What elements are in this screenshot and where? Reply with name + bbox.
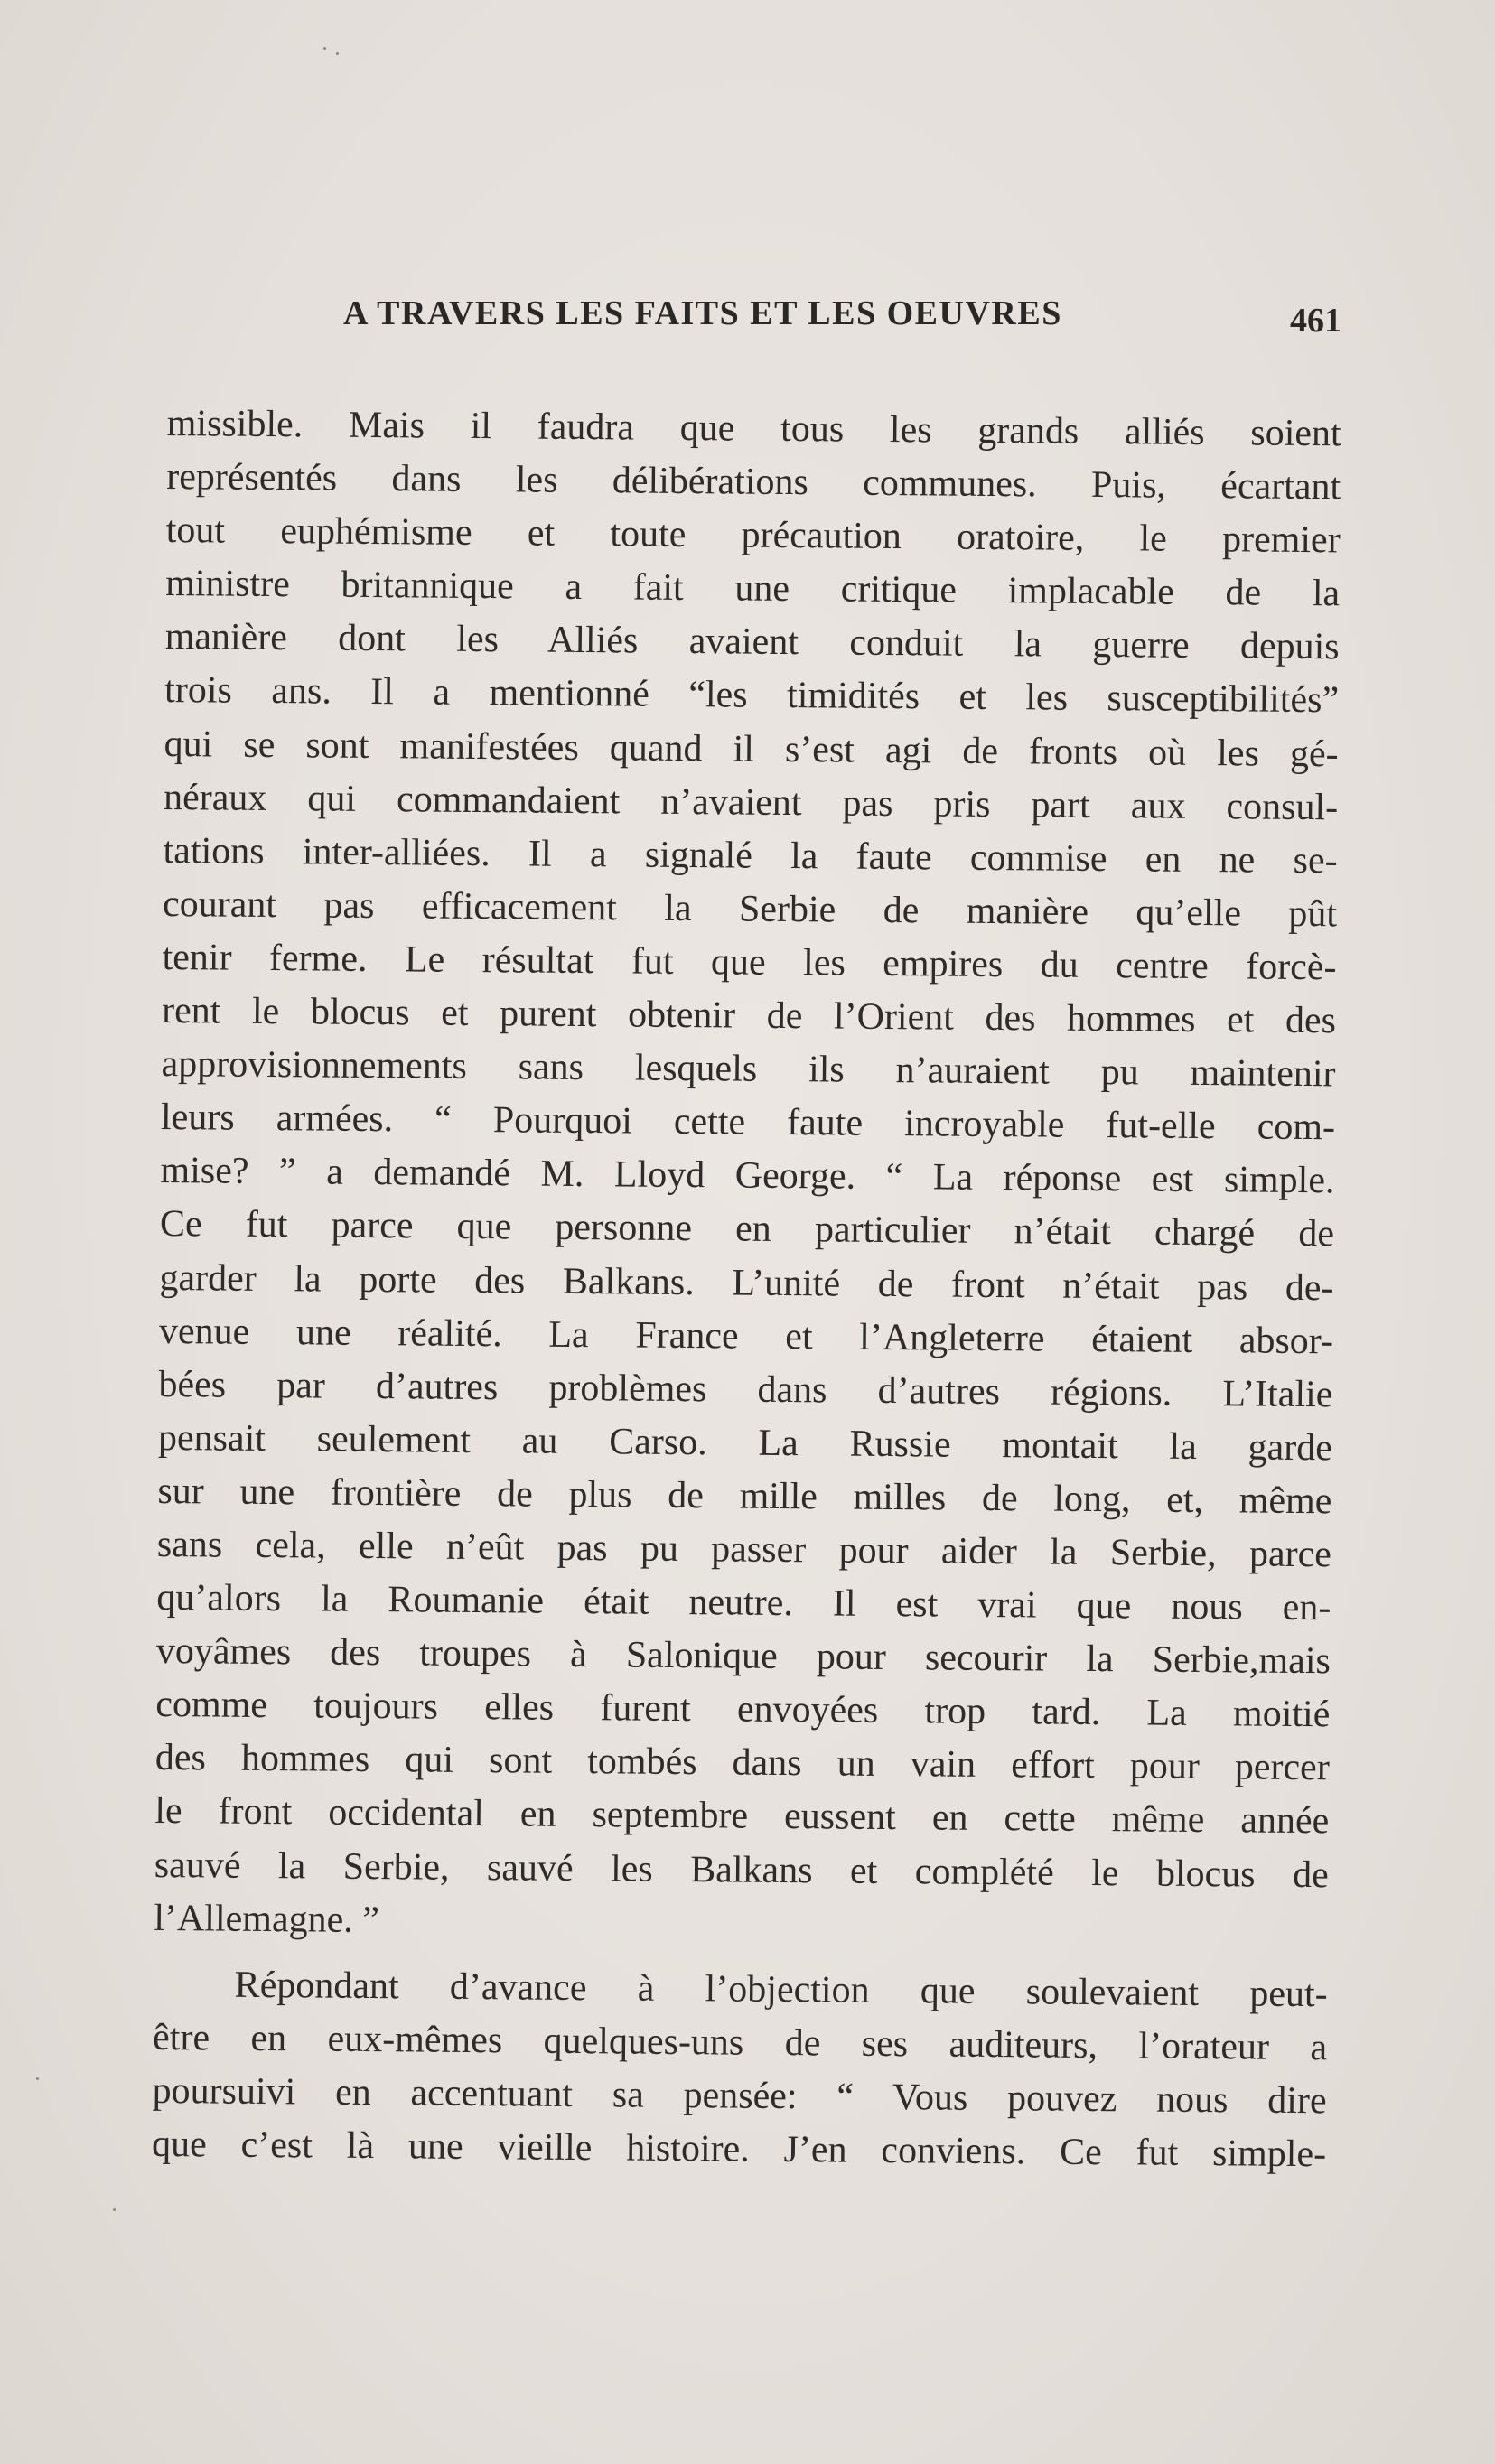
text-line: comme toujours elles furent envoyées trop tard. La moitié xyxy=(155,1684,1331,1736)
text-line: courant pas efficacement la Serbie de manière qu’elle pût xyxy=(162,882,1338,936)
text-line: l’Allemagne. ” xyxy=(154,1897,380,1941)
text-line: Ce fut parce que personne en particulier n’était chargé de xyxy=(159,1203,1335,1255)
text-line: poursuivi en accentuant sa pensée: “ Vous pouvez nous dire xyxy=(152,2069,1327,2123)
text-line: sur une frontière de plus de mille milles de long, et, même xyxy=(157,1470,1332,1523)
paragraph-2 xyxy=(152,1958,1328,2182)
text-line: approvisionnements sans lesquels ils n’auraient pu maintenir xyxy=(161,1043,1336,1096)
text-line: Répondant d’avance à l’objection que soulevaient peut- xyxy=(234,1964,1328,2015)
text-line: être en eux-mêmes quelques-uns de ses auditeurs, l’orateur a xyxy=(152,2016,1328,2069)
paper-speck xyxy=(36,2077,39,2080)
paper-speck xyxy=(113,2208,116,2211)
text-line: missible. Mais il faudra que tous les grands alliés soient xyxy=(166,402,1341,455)
paragraph-1 xyxy=(154,397,1341,1955)
text-line: garder la porte des Balkans. L’unité de front n’était pas de- xyxy=(159,1256,1334,1309)
page-number: 461 xyxy=(1290,302,1341,340)
text-line: des hommes qui sont tombés dans un vain effort pour percer xyxy=(154,1737,1331,1789)
text-line: venue une réalité. La France et l’Angleterre étaient absor- xyxy=(158,1310,1334,1362)
running-title: A TRAVERS LES FAITS ET LES OEUVRES xyxy=(343,294,1062,332)
text-line: mise? ” a demandé M. Lloyd George. “ La réponse est simple. xyxy=(160,1150,1335,1202)
body-text xyxy=(152,397,1341,2181)
text-line: rent le blocus et purent obtenir de l’Orient des hommes et des xyxy=(161,990,1337,1042)
text-line: sauvé la Serbie, sauvé les Balkans et complété le blocus de xyxy=(154,1843,1329,1896)
text-line: pensait seulement au Carso. La Russie montait la garde xyxy=(157,1416,1333,1470)
paper-speck xyxy=(323,47,326,50)
text-line: que c’est là une vieille histoire. J’en conviens. Ce fut simple- xyxy=(151,2123,1327,2176)
text-line: tout euphémisme et toute précaution oratoire, le premier xyxy=(165,509,1341,562)
text-line: tenir ferme. Le résultat fut que les empires du centre forcè- xyxy=(162,936,1337,989)
paper-speck xyxy=(336,52,339,55)
text-line: manière dont les Alliés avaient conduit la guerre depuis xyxy=(164,616,1340,668)
text-line: trois ans. Il a mentionné “les timidités et les susceptibilités” xyxy=(164,669,1340,722)
text-line: ministre britannique a fait une critique implacable de la xyxy=(164,563,1341,615)
text-line: représentés dans les délibérations communes. Puis, écartant xyxy=(166,456,1341,509)
text-line: sans cela, elle n’eût pas pu passer pour aider la Serbie, parce xyxy=(156,1523,1332,1576)
text-line: tations inter-alliées. Il a signalé la faute commise en ne se- xyxy=(163,829,1338,882)
text-line: bées par d’autres problèmes dans d’autres régions. L’Italie xyxy=(158,1363,1333,1415)
page-header xyxy=(343,294,1341,348)
text-line: qu’alors la Roumanie était neutre. Il est vrai que nous en- xyxy=(156,1577,1331,1629)
text-line: qui se sont manifestées quand il s’est agi de fronts où les gé- xyxy=(164,723,1339,775)
text-line: leurs armées. “ Pourquoi cette faute incroyable fut-elle com- xyxy=(160,1097,1336,1149)
text-line: le front occidental en septembre eussent en cette même année xyxy=(154,1790,1330,1843)
text-line: néraux qui commandaient n’avaient pas pris part aux consul- xyxy=(163,776,1339,828)
text-line: voyâmes des troupes à Salonique pour secourir la Serbie,mais xyxy=(155,1630,1331,1683)
